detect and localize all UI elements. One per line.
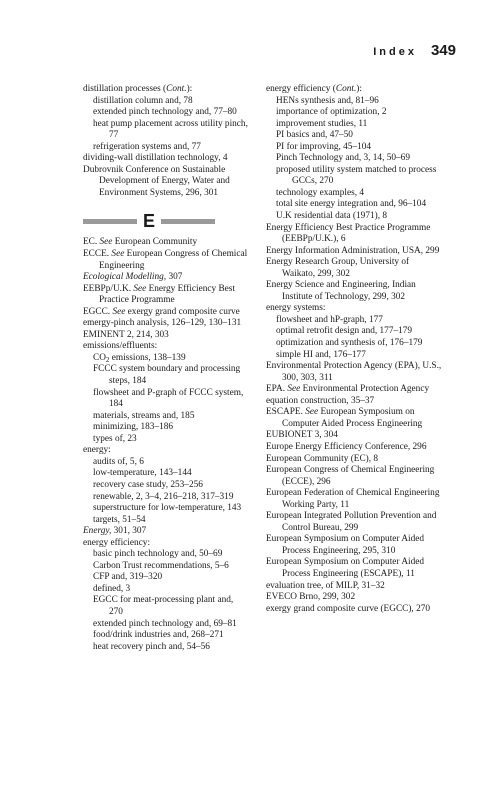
index-entry (266, 465, 444, 488)
entry-tail: European Community (112, 237, 198, 248)
entry-text: CO (93, 352, 106, 363)
index-entry (83, 153, 248, 165)
entry-italic: See (111, 249, 125, 260)
index-entry (266, 557, 444, 580)
entry-tail: ): (186, 84, 193, 94)
entry-text: flowsheet and hP-graph, 177 (276, 314, 383, 325)
entry-text: recovery case study, 253–256 (93, 479, 203, 490)
e-continued-entries (266, 84, 444, 615)
index-subentry (83, 96, 248, 108)
entry-text: exergy grand composite curve (EGCC), 270 (266, 603, 431, 614)
entry-text: EGCC. (83, 306, 113, 317)
entry-text: emissions/effluents: (83, 341, 158, 352)
index-subentry (83, 107, 248, 119)
index-subentry (83, 388, 248, 411)
entry-text: renewable, 2, 3–4, 216–218, 317–319 (93, 491, 234, 502)
entry-text: refrigeration systems and, 77 (93, 141, 201, 152)
section-bar-left (83, 219, 137, 224)
index-entry (83, 526, 248, 538)
entry-text: improvement studies, 11 (276, 118, 368, 129)
entry-text: extended pinch technology and, 69–81 (93, 618, 237, 629)
d-continued-entries (83, 84, 248, 199)
entry-text: Energy Information Administration, USA, 299 (266, 245, 440, 256)
index-entry (83, 307, 248, 319)
index-subentry (83, 492, 248, 504)
entry-text: EC. (83, 237, 100, 248)
entry-text: total site energy integration and, 96–104 (276, 199, 427, 210)
entry-sub: 2 (105, 355, 110, 364)
entry-italic: Energy, (83, 526, 112, 537)
index-subentry (266, 338, 444, 350)
entry-text: optimization and synthesis of, 176–179 (276, 338, 423, 349)
entry-text: optimal retrofit design and, 177–179 (276, 326, 413, 337)
entry-text: simple HI and, 176–177 (276, 349, 366, 360)
entry-text: materials, streams and, 185 (93, 410, 195, 421)
index-entry (83, 84, 248, 96)
entry-text: flowsheet and P-graph of FCCC system, 184 (93, 387, 244, 410)
entry-text: technology examples, 4 (276, 187, 365, 198)
index-entry (266, 430, 444, 442)
entry-text: FCCC system boundary and processing steps, 184 (93, 364, 241, 387)
entry-tail: European Symposium on Computer Aided Process Engineering (282, 407, 423, 429)
index-entry (83, 284, 248, 307)
index-subentry (83, 584, 248, 596)
entry-text: proposed utility system matched to process GCCs, 270 (276, 164, 437, 187)
index-entry (266, 442, 444, 454)
entry-text: European Community (EC), 8 (266, 453, 379, 464)
index-subentry (266, 130, 444, 142)
entry-text: defined, 3 (93, 583, 131, 594)
entry-text: Environmental Protection Agency (EPA), U.S., 300, 303, 311 (266, 361, 442, 383)
index-subentry (266, 107, 444, 119)
index-subentry (83, 119, 248, 142)
entry-tail: exergy grand composite curve (125, 306, 240, 317)
index-entry (266, 534, 444, 557)
entry-text: PI basics and, 47–50 (276, 130, 353, 141)
entry-text: PI for improving, 45–104 (276, 141, 372, 152)
entry-text: Energy Efficiency Best Practice Programme (EEBPp/U.K.), 6 (266, 222, 431, 245)
entry-text: extended pinch technology and, 77–80 (93, 107, 237, 118)
index-entry (266, 257, 444, 280)
index-subentry (83, 619, 248, 631)
section-bar-right (161, 219, 215, 224)
index-column-left (83, 84, 248, 653)
section-name: Index (373, 46, 417, 58)
entry-text: EEBPp/U.K. (83, 283, 134, 294)
index-entry (83, 538, 248, 550)
entry-text: energy efficiency ( (266, 84, 336, 94)
index-column-right (266, 84, 444, 615)
index-subentry (266, 96, 444, 108)
entry-text: ESCAPE. (266, 407, 306, 418)
entry-text: types of, 23 (93, 433, 137, 444)
index-entry (83, 318, 248, 330)
entry-text: EPA. (266, 384, 288, 395)
entry-text: EUBIONET 3, 304 (266, 430, 338, 441)
index-subentry (83, 364, 248, 387)
entry-text: Energy Science and Engineering, Indian Institute of Technology, 299, 302 (266, 280, 416, 302)
index-entry (266, 361, 444, 384)
entry-text: EGCC for meat-processing plant and, 270 (93, 595, 234, 617)
entry-text: Dubrovnik Conference on Sustainable Development of Energy, Water and Environment Systems, 296, 301 (83, 164, 230, 198)
entry-text: European Symposium on Computer Aided Process Engineering (ESCAPE), 11 (266, 557, 425, 579)
index-entry (83, 445, 248, 457)
index-subentry (266, 188, 444, 200)
entry-italic: See (99, 237, 113, 248)
entry-text: European Symposium on Computer Aided Process Engineering, 295, 310 (266, 534, 425, 556)
section-heading-e (83, 209, 248, 233)
index-subentry (266, 119, 444, 131)
index-subentry (83, 642, 248, 654)
entry-text: European Federation of Chemical Engineering Working Party, 11 (266, 488, 440, 510)
entry-text: importance of optimization, 2 (276, 107, 387, 118)
entry-text: Europe Energy Efficiency Conference, 296 (266, 441, 427, 452)
index-subentry (266, 326, 444, 338)
entry-text: audits of, 5, 6 (93, 456, 144, 467)
entry-italic: See (133, 283, 147, 294)
entry-italic: Cont. (335, 84, 357, 94)
index-entry (83, 165, 248, 200)
index-entry (83, 272, 248, 284)
entry-tail: Environmental Protection Agency (300, 384, 430, 395)
entry-text: dividing-wall distillation technology, 4 (83, 153, 228, 164)
entry-text: EMINENT 2, 214, 303 (83, 329, 169, 340)
entry-text: CFP and, 319–320 (93, 572, 163, 583)
e-entries (83, 237, 248, 653)
index-subentry (83, 353, 248, 365)
index-subentry (266, 165, 444, 188)
entry-text: energy efficiency: (83, 537, 151, 548)
index-subentry (266, 211, 444, 223)
entry-text: heat recovery pinch and, 54–56 (93, 641, 210, 652)
entry-text: distillation processes ( (83, 84, 167, 94)
index-subentry (83, 142, 248, 154)
index-subentry (266, 350, 444, 362)
index-subentry (83, 515, 248, 527)
index-subentry (266, 153, 444, 165)
index-entry (266, 511, 444, 534)
index-entry (83, 341, 248, 353)
entry-tail: ): (356, 84, 362, 94)
index-subentry (266, 315, 444, 327)
entry-tail: emissions, 138–139 (109, 352, 186, 363)
entry-text: distillation column and, 78 (93, 95, 193, 106)
index-entry (83, 249, 248, 272)
index-subentry (83, 422, 248, 434)
entry-italic: Cont. (166, 84, 187, 94)
entry-text: low-temperature, 143–144 (93, 468, 192, 479)
index-entry (266, 396, 444, 408)
entry-tail: European Congress of Chemical Engineering (99, 249, 248, 271)
entry-italic: See (112, 306, 126, 317)
index-entry (266, 592, 444, 604)
entry-text: EVECO Brno, 299, 302 (266, 592, 356, 603)
index-entry (266, 407, 444, 430)
entry-text: minimizing, 183–186 (93, 422, 174, 433)
index-subentry (266, 142, 444, 154)
entry-italic: See (305, 407, 319, 418)
index-subentry (83, 480, 248, 492)
entry-text: equation construction, 35–37 (266, 395, 375, 406)
entry-tail: 301, 307 (111, 526, 147, 537)
entry-text: heat pump placement across utility pinch, 77 (93, 118, 248, 141)
entry-text: energy systems: (266, 303, 326, 314)
index-subentry (83, 561, 248, 573)
entry-text: energy: (83, 445, 111, 456)
index-entry (266, 246, 444, 258)
entry-text: evaluation tree, of MILP, 31–32 (266, 580, 385, 591)
index-entry (266, 84, 444, 96)
section-letter: E (143, 211, 156, 232)
index-entry (266, 223, 444, 246)
entry-text: European Integrated Pollution Prevention and Control Bureau, 299 (266, 511, 437, 533)
index-entry (83, 330, 248, 342)
running-head (373, 42, 456, 62)
index-entry (266, 280, 444, 303)
index-subentry (83, 572, 248, 584)
entry-text: emergy-pinch analysis, 126–129, 130–131 (83, 318, 242, 329)
index-entry (266, 384, 444, 396)
entry-text: ECCE. (83, 249, 112, 260)
entry-text: European Congress of Chemical Engineering (ECCE), 296 (266, 465, 435, 487)
page-number: 349 (430, 42, 456, 59)
entry-text: U.K residential data (1971), 8 (276, 211, 388, 222)
entry-tail: 307 (166, 272, 183, 283)
entry-text: food/drink industries and, 268–271 (93, 630, 224, 641)
index-entry (266, 604, 444, 616)
entry-text: Carbon Trust recommendations, 5–6 (93, 560, 229, 571)
entry-text: superstructure for low-temperature, 143 (93, 503, 242, 514)
index-entry (266, 581, 444, 593)
index-subentry (83, 457, 248, 469)
entry-italic: Ecological Modelling, (83, 272, 167, 283)
index-subentry (83, 595, 248, 618)
entry-italic: See (287, 384, 301, 395)
index-subentry (83, 434, 248, 446)
index-entry (266, 454, 444, 466)
entry-text: Energy Research Group, University of Waikato, 299, 302 (266, 257, 410, 279)
entry-text: basic pinch technology and, 50–69 (93, 549, 223, 560)
index-subentry (266, 199, 444, 211)
index-subentry (83, 411, 248, 423)
index-subentry (83, 630, 248, 642)
index-entry (266, 303, 444, 315)
index-subentry (83, 503, 248, 515)
entry-text: Pinch Technology and, 3, 14, 50–69 (276, 153, 410, 164)
entry-text: HENs synthesis and, 81–96 (276, 95, 379, 106)
index-subentry (83, 468, 248, 480)
index-entry (266, 488, 444, 511)
entry-text: targets, 51–54 (93, 514, 146, 525)
entry-tail: Energy Efficiency Best Practice Programme (99, 283, 236, 306)
index-subentry (83, 549, 248, 561)
index-entry (83, 237, 248, 249)
